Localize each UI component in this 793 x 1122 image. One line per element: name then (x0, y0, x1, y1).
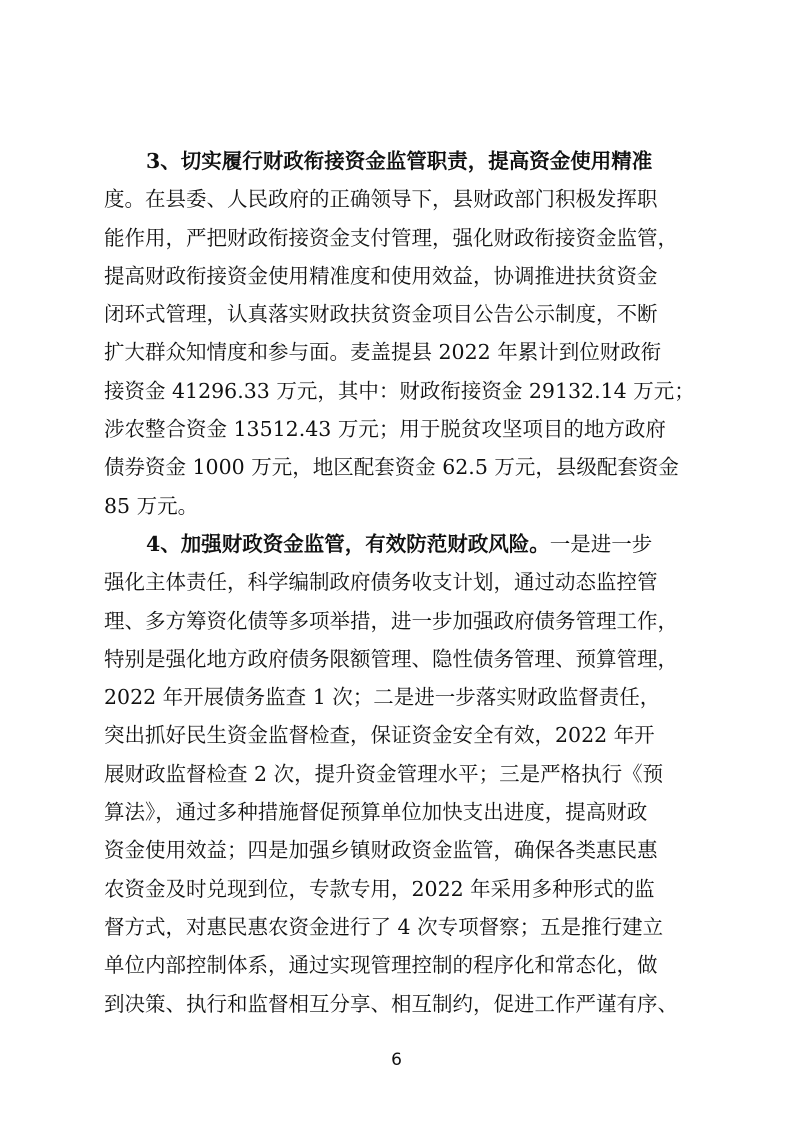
paragraph-4-first-line (104, 525, 696, 563)
paragraph-4-first-line-rest: 一是进一步 (549, 531, 653, 556)
paragraph-3-line: 闭环式管理，认真落实财政扶贫资金项目公告公示制度，不断 (104, 302, 658, 327)
paragraph-3 (104, 142, 696, 525)
paragraph-4-line: 资金使用效益；四是加强乡镇财政资金监管，确保各类惠民惠 (104, 838, 658, 863)
paragraph-4-line: 2022 年开展债务监查 1 次；二是进一步落实财政监督责任， (104, 685, 661, 710)
paragraph-4-line: 特别是强化地方政府债务限额管理、隐性债务管理、预算管理， (104, 646, 678, 671)
paragraph-3-line: 接资金 41296.33 万元，其中：财政衔接资金 29132.14 万元； (104, 378, 695, 403)
document-body (104, 142, 696, 1023)
paragraph-4-line: 督方式，对惠民惠农资金进行了 4 次专项督察；五是推行建立 (104, 914, 664, 939)
page-number: 6 (391, 1050, 402, 1070)
paragraph-4 (104, 525, 696, 1023)
paragraph-4-line: 农资金及时兑现到位，专款专用，2022 年采用多种形式的监 (104, 876, 655, 901)
paragraph-3-line: 能作用，严把财政衔接资金支付管理，强化财政衔接资金监管， (104, 225, 678, 250)
paragraph-3-line: 债券资金 1000 万元，地区配套资金 62.5 万元，县级配套资金 (104, 455, 679, 480)
paragraph-4-heading: 4、加强财政资金监管，有效防范财政风险。 (146, 531, 550, 556)
paragraph-4-line: 展财政监督检查 2 次，提升资金管理水平；三是严格执行《预 (104, 761, 664, 786)
paragraph-4-line: 到决策、执行和监督相互分享、相互制约，促进工作严谨有序、 (104, 991, 678, 1016)
paragraph-3-line: 扩大群众知情度和参与面。麦盖提县 2022 年累计到位财政衔 (104, 340, 662, 365)
paragraph-3-heading-line: 3、切实履行财政衔接资金监管职责，提高资金使用精准 (146, 149, 653, 173)
paragraph-3-line: 85 万元。 (104, 493, 199, 518)
paragraph-4-line: 突出抓好民生资金监督检查，保证资金安全有效，2022 年开 (104, 723, 655, 748)
paragraph-4-line: 理、多方筹资化债等多项举措，进一步加强政府债务管理工作， (104, 608, 678, 633)
paragraph-3-line: 涉农整合资金 13512.43 万元；用于脱贫攻坚项目的地方政府 (104, 417, 666, 442)
paragraph-3-line: 度。在县委、人民政府的正确领导下，县财政部门积极发挥职 (104, 187, 658, 212)
paragraph-4-line: 强化主体责任，科学编制政府债务收支计划，通过动态监控管 (104, 570, 658, 595)
paragraph-4-line: 算法》，通过多种措施督促预算单位加快支出进度，提高财政 (104, 800, 648, 825)
paragraph-4-line: 单位内部控制体系，通过实现管理控制的程序化和常态化，做 (104, 953, 658, 978)
paragraph-3-line: 提高财政衔接资金使用精准度和使用效益，协调推进扶贫资金 (104, 263, 658, 288)
